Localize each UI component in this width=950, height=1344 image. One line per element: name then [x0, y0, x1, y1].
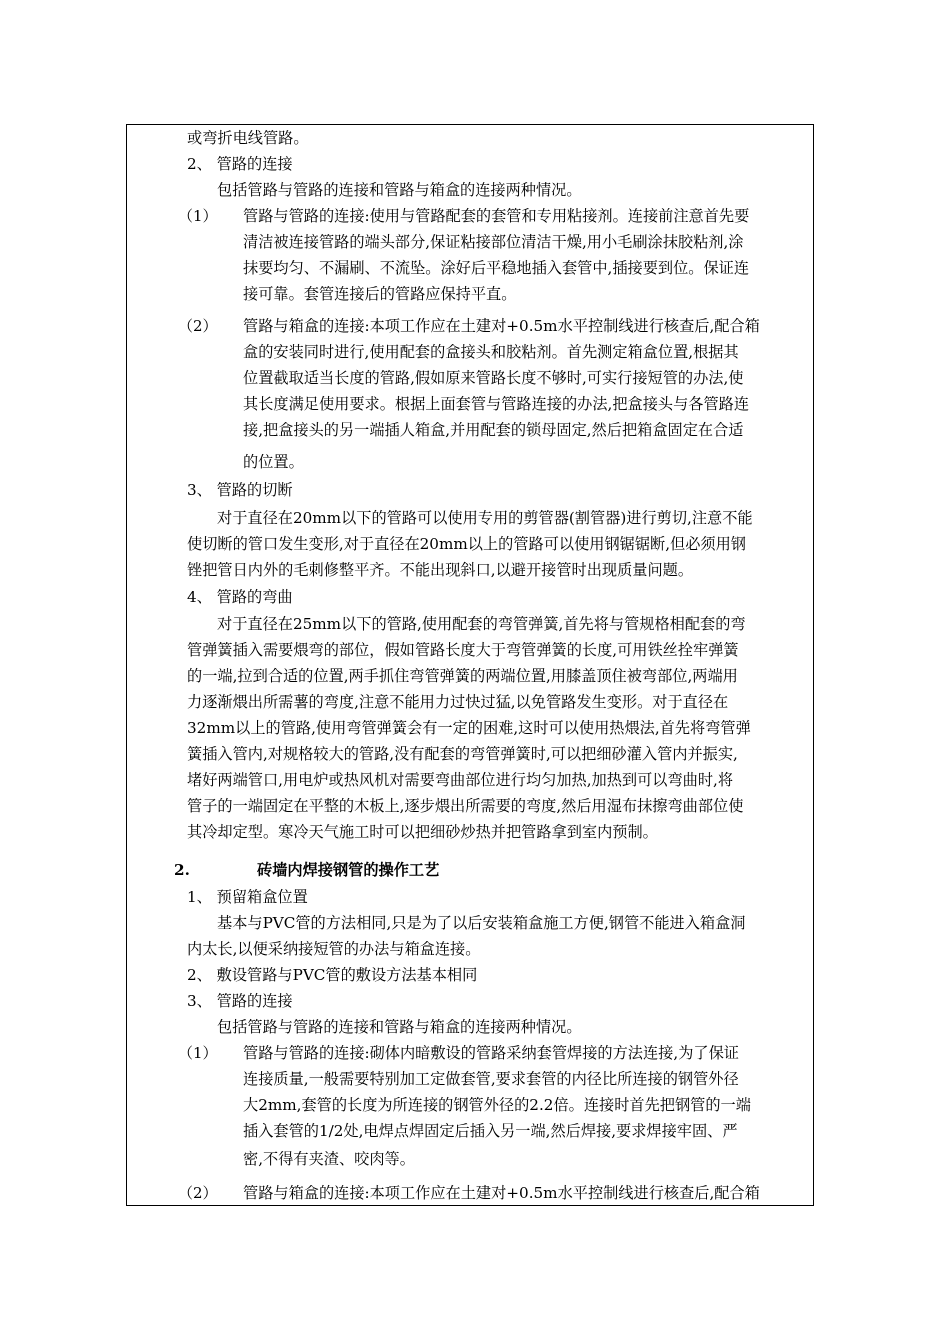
text-line: 其长度满足使用要求。根据上面套管与管路连接的办法,把盒接头与各管路连	[243, 395, 750, 413]
section-heading: 3、 管路的连接	[187, 992, 293, 1010]
text-line: 使切断的管口发生变形,对于直径在20mm以上的管路可以使用钢锯锯断,但必须用钢	[187, 535, 746, 553]
text-line: 基本与PVC管的方法相同,只是为了以后安装箱盒施工方便,钢管不能进入箱盒洞	[217, 914, 746, 932]
text-line: 对于直径在25mm以下的管路,使用配套的弯管弹簧,首先将与管规格相配套的弯	[217, 615, 746, 633]
text-line: 或弯折电线管路。	[187, 129, 309, 147]
text-line: 对于直径在20mm以下的管路可以使用专用的剪管器(割管器)进行剪切,注意不能	[217, 509, 753, 527]
list-marker: （2）	[178, 1184, 218, 1202]
list-marker: （1）	[178, 1044, 218, 1062]
text-line: 接可靠。套管连接后的管路应保持平直。	[243, 285, 517, 303]
text-line: 管路与箱盒的连接:本项工作应在土建对+0.5m水平控制线进行核查后,配合箱	[243, 317, 760, 335]
text-line: 力逐渐煨出所需薯的弯度,注意不能用力过快过猛,以免管路发生变形。对于直径在	[187, 693, 729, 711]
text-line: 包括管路与管路的连接和管路与箱盒的连接两种情况。	[217, 181, 582, 199]
text-line: 的一端,拉到合适的位置,两手抓住弯管弹簧的两端位置,用膝盖顶住被弯部位,两端用	[187, 667, 738, 685]
text-line: 的位置。	[243, 453, 304, 471]
text-line: 管子的一端固定在平整的木板上,逐步煨出所需要的弯度,然后用湿布抹擦弯曲部位使	[187, 797, 744, 815]
text-line: 内太长,以便采纳接短管的办法与箱盒连接。	[187, 940, 481, 958]
text-line: 管弹簧插入需要煨弯的部位，假如管路长度大于弯管弹簧的长度,可用铁丝拴牢弹簧	[187, 641, 739, 659]
text-line: 接,把盒接头的另一端插人箱盒,并用配套的锁母固定,然后把箱盒固定在合适	[243, 421, 744, 439]
text-line: 其冷却定型。寒冷天气施工时可以把细砂炒热并把管路拿到室内预制。	[187, 823, 658, 841]
chapter-number: 2.	[174, 861, 190, 879]
text-line: 32mm以上的管路,使用弯管弹簧会有一定的困难,这时可以使用热煨法,首先将弯管弹	[187, 719, 751, 737]
text-line: 清洁被连接管路的端头部分,保证粘接部位清洁干燥,用小毛刷涂抹胶粘剂,涂	[243, 233, 744, 251]
text-line: 管路与箱盒的连接:本项工作应在土建对+0.5m水平控制线进行核查后,配合箱	[243, 1184, 760, 1202]
section-heading: 2、 敷设管路与PVC管的敷设方法基本相同	[187, 966, 478, 984]
text-line: 包括管路与管路的连接和管路与箱盒的连接两种情况。	[217, 1018, 582, 1036]
text-line: 簧插入管内,对规格较大的管路,没有配套的弯管弹簧时,可以把细砂灌入管内并振实,	[187, 745, 738, 763]
text-line: 密,不得有夹渣、咬肉等。	[243, 1150, 415, 1168]
text-line: 抹要均匀、不漏刷、不流坠。涂好后平稳地插入套管中,插接要到位。保证连	[243, 259, 750, 277]
text-line: 锉把管日内外的毛刺修整平齐。不能出现斜口,以避开接管时出现质量问题。	[187, 561, 694, 579]
section-heading: 4、 管路的弯曲	[187, 588, 293, 606]
text-line: 盒的安装同时进行,使用配套的盒接头和胶粘剂。首先测定箱盒位置,根据其	[243, 343, 739, 361]
text-line: 连接质量,一般需要特别加工定做套管,要求套管的内径比所连接的钢管外径	[243, 1070, 739, 1088]
text-line: 插入套管的1/2处,电焊点焊固定后插入另一端,然后焊接,要求焊接牢固、严	[243, 1122, 738, 1140]
section-heading: 3、 管路的切断	[187, 481, 293, 499]
text-line: 管路与管路的连接:砌体内暗敷设的管路采纳套管焊接的方法连接,为了保证	[243, 1044, 739, 1062]
chapter-title: 砖墙内焊接钢管的操作工艺	[257, 861, 440, 879]
text-line: 管路与管路的连接:使用与管路配套的套管和专用粘接剂。连接前注意首先要	[243, 207, 750, 225]
text-line: 堵好两端管口,用电炉或热风机对需要弯曲部位进行均匀加热,加热到可以弯曲时,将	[187, 771, 734, 789]
section-heading: 1、 预留箱盒位置	[187, 888, 308, 906]
section-heading: 2、 管路的连接	[187, 155, 293, 173]
list-marker: （1）	[178, 207, 218, 225]
list-marker: （2）	[178, 317, 218, 335]
text-line: 位置截取适当长度的管路,假如原来管路长度不够时,可实行接短管的办法,使	[243, 369, 744, 387]
text-line: 大2mm,套管的长度为所连接的钢管外径的2.2倍。连接时首先把钢管的一端	[243, 1096, 751, 1114]
